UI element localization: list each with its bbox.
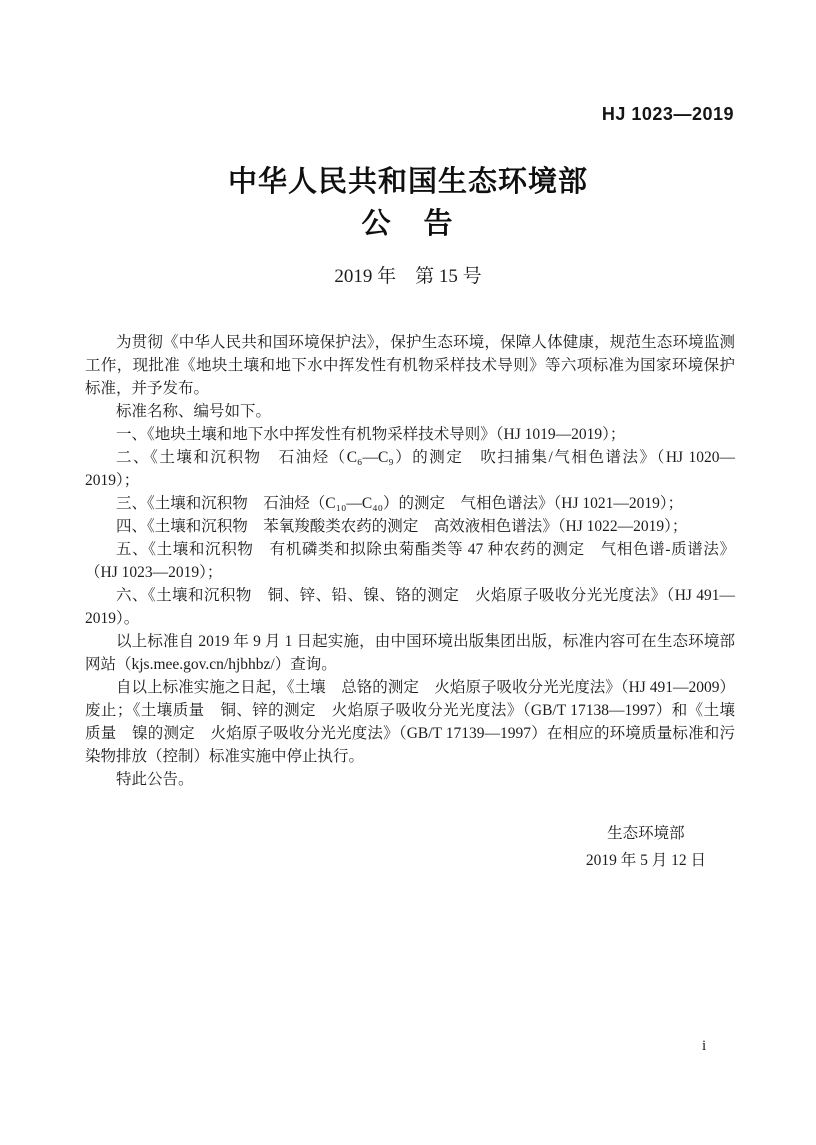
document-body: [85, 331, 735, 791]
standard-item-2: 二、《土壤和沉积物 石油烃（C₆—C₉）的测定 吹扫捕集/气相色谱法》（HJ 1020—2019）；: [85, 449, 735, 489]
paragraph-abolish: 自以上标准实施之日起，《土壤 总铬的测定 火焰原子吸收分光光度法》（HJ 491—2009）废止；《土壤质量 铜、锌的测定 火焰原子吸收分光光度法》（GB/T 17138—1997）和《土壤质量 镍的测定 火焰原子吸收分光光度法》（GB/T 17139—1997）在相应的环境质量标准和污染物排放（控制）标准实施中停止执行。: [85, 679, 735, 765]
paragraph-implementation: 以上标准自 2019 年 9 月 1 日起实施，由中国环境出版集团出版，标准内容可在生态环境部网站（kjs.mee.gov.cn/hjbhbz/）查询。: [85, 633, 735, 673]
standard-item-1: 一、《地块土壤和地下水中挥发性有机物采样技术导则》（HJ 1019—2019）；: [116, 426, 626, 443]
standard-item-3: 三、《土壤和沉积物 石油烃（C₁₀—C₄₀）的测定 气相色谱法》（HJ 1021—2019）；: [116, 495, 684, 512]
standard-item-6: 六、《土壤和沉积物 铜、锌、铅、镍、铬的测定 火焰原子吸收分光光度法》（HJ 491—2019）。: [85, 587, 735, 627]
standard-item-5: 五、《土壤和沉积物 有机磷类和拟除虫菊酯类等 47 种农药的测定 气相色谱-质谱法》（HJ 1023—2019）；: [85, 541, 735, 581]
doc-code: HJ 1023—2019: [601, 104, 734, 124]
signature-date: 2019 年 5 月 12 日: [585, 852, 706, 869]
paragraph-closing: 特此公告。: [116, 771, 194, 788]
paragraph-intro: 为贯彻《中华人民共和国环境保护法》，保护生态环境，保障人体健康，规范生态环境监测工作，现批准《地块土壤和地下水中挥发性有机物采样技术导则》等六项标准为国家环境保护标准，并予发布。: [85, 334, 735, 397]
issue-number: 2019 年 第 15 号: [334, 266, 482, 287]
ministry-title: 中华人民共和国生态环境部: [227, 166, 588, 198]
signature-block: [586, 820, 706, 874]
page-number: i: [702, 1038, 707, 1054]
standard-item-4: 四、《土壤和沉积物 苯氧羧酸类农药的测定 高效液相色谱法》（HJ 1022—2019）；: [116, 518, 688, 535]
paragraph-list-intro: 标准名称、编号如下。: [116, 403, 272, 420]
signature-issuer: 生态环境部: [607, 825, 685, 842]
announcement-title: 公 告: [361, 208, 455, 240]
